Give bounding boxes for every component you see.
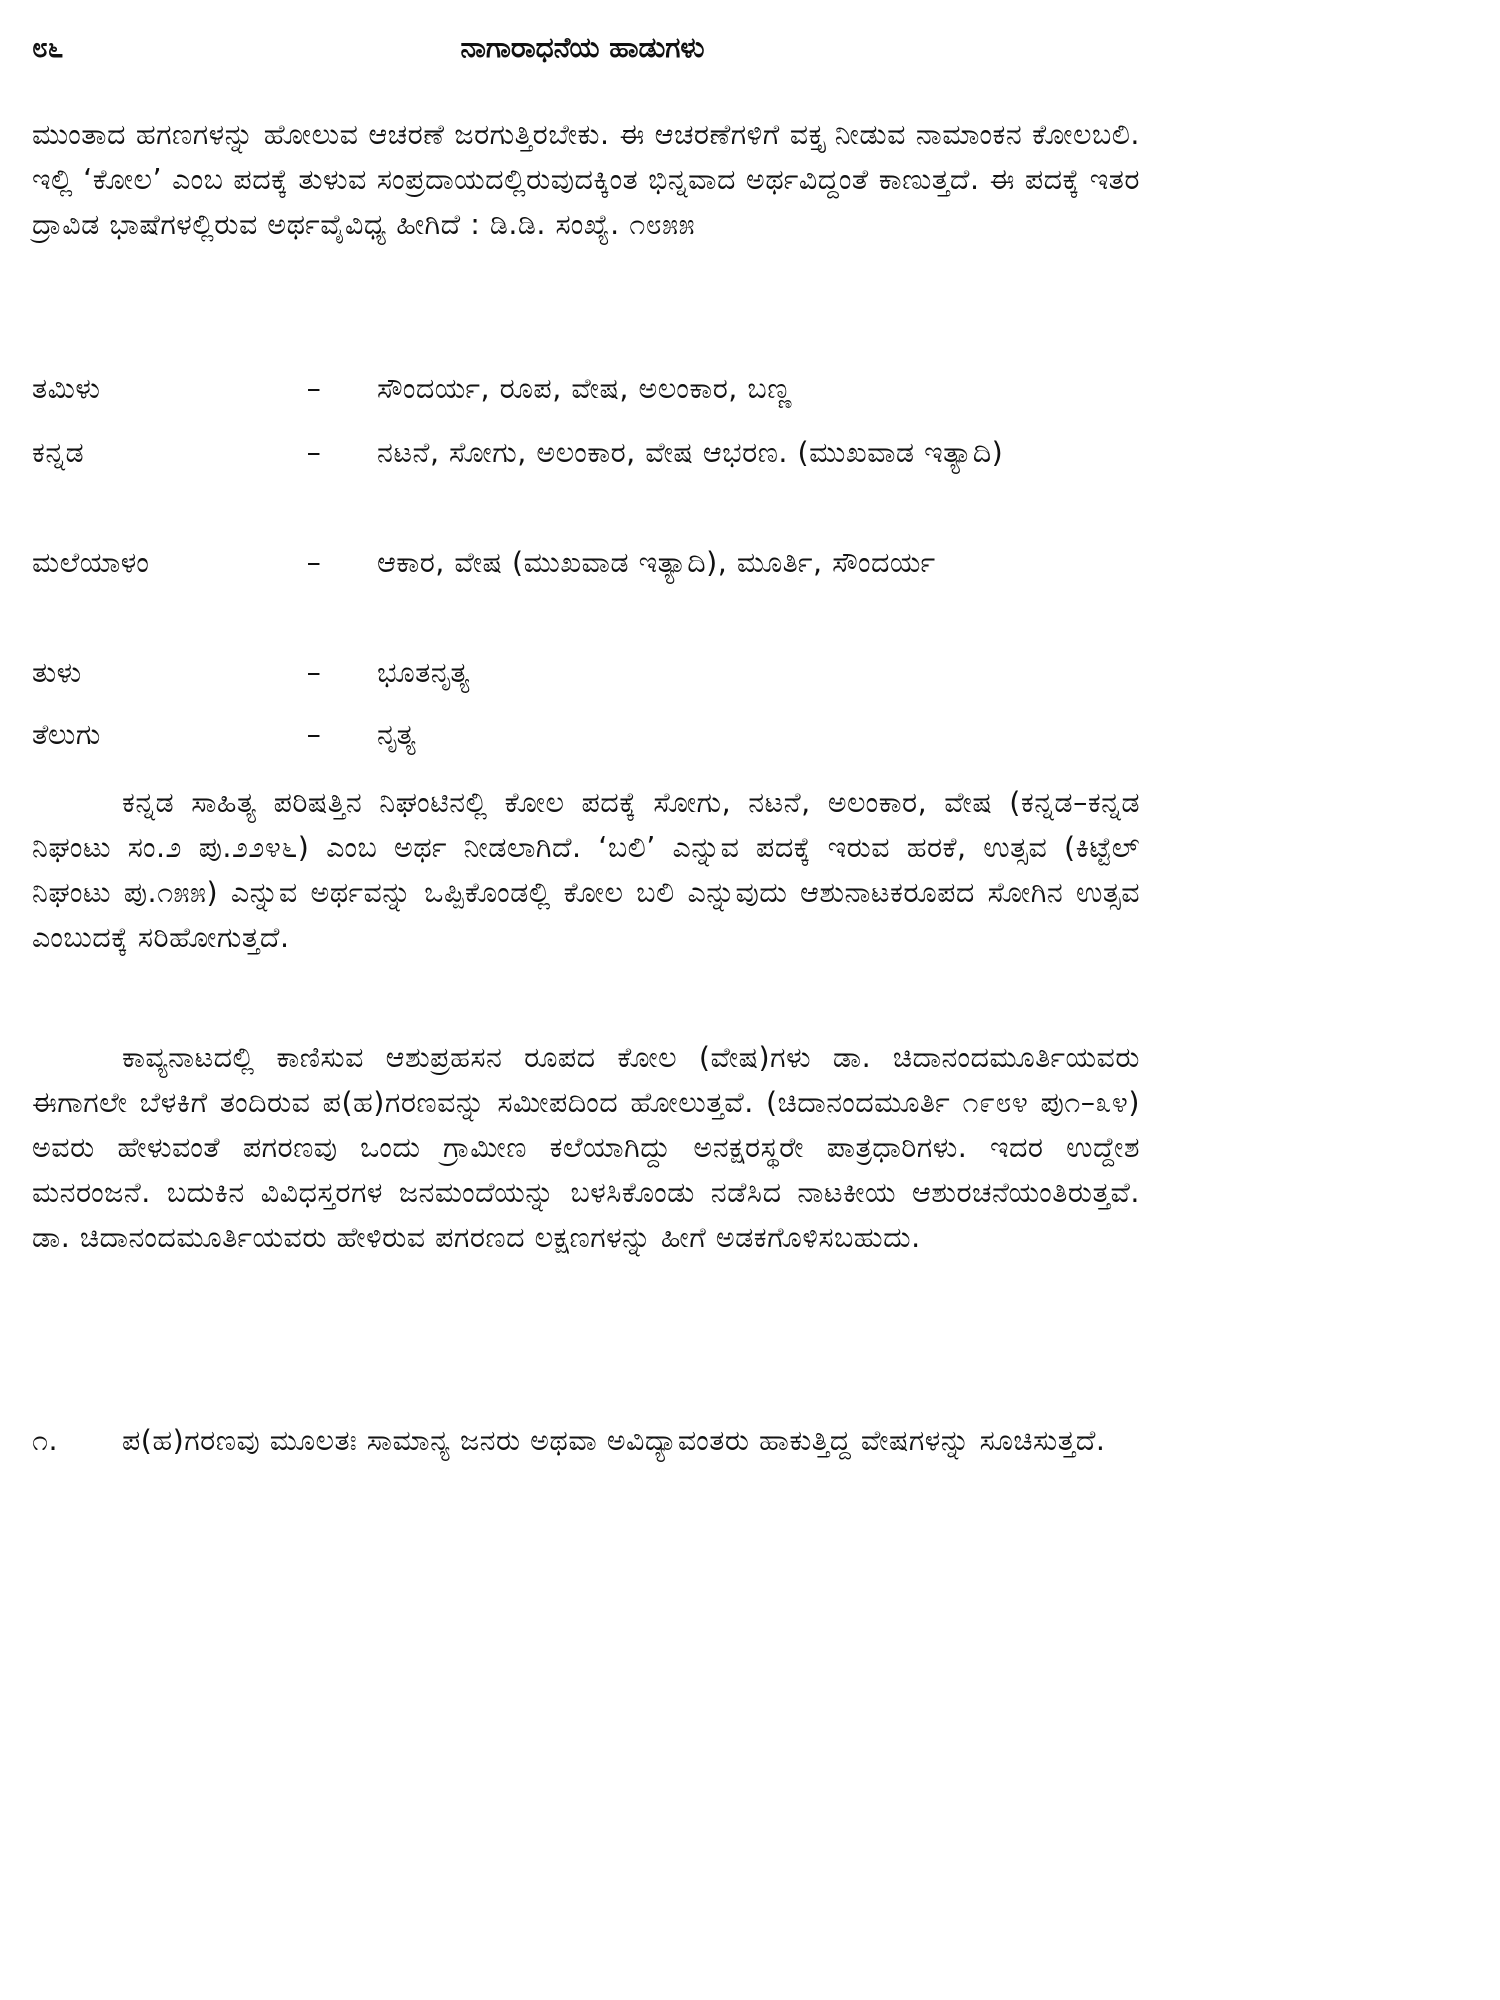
meaning-text: ನೃತ್ಯ <box>377 718 417 751</box>
page-number: ೮೬ <box>32 31 64 64</box>
dash-separator: – <box>306 372 322 405</box>
dash-separator: – <box>306 656 322 689</box>
language-name: ತೆಲುಗು <box>32 718 101 751</box>
paragraph-dictionary: ಕನ್ನಡ ಸಾಹಿತ್ಯ ಪರಿಷತ್ತಿನ ನಿಘಂಟಿನಲ್ಲಿ ಕೋಲ ಪದಕ್ಕೆ ಸೋಗು, ನಟನೆ, ಅಲಂಕಾರ, ವೇಷ (ಕನ್ನಡ–ಕನ್ನಡ ನಿಘಂಟು ಸಂ.೨ ಪು.೨೨೪೬) ಎಂಬ ಅರ್ಥ ನೀಡಲಾಗಿದೆ. ‘ಬಲಿ’ ಎನ್ನುವ ಪದಕ್ಕೆ ಇರುವ ಹರಕೆ, ಉತ್ಸವ (ಕಿಟ್ಟೆಲ್ ನಿಘಂಟು ಪು.೧೫೫) ಎನ್ನುವ ಅರ್ಥವನ್ನು ಒಪ್ಪಿಕೊಂಡಲ್ಲಿ ಕೋಲ ಬಲಿ ಎನ್ನುವುದು ಆಶುನಾಟಕರೂಪದ ಸೋಗಿನ ಉತ್ಸವ ಎಂಬುದಕ್ಕೆ ಸರಿಹೋಗುತ್ತದೆ. <box>32 786 1140 954</box>
meaning-text: ಭೂತನೃತ್ಯ <box>377 656 470 689</box>
dash-separator: – <box>306 436 322 469</box>
meaning-text: ಸೌಂದರ್ಯ, ರೂಪ, ವೇಷ, ಅಲಂಕಾರ, ಬಣ್ಣ <box>377 372 792 405</box>
language-name: ಮಲೆಯಾಳಂ <box>32 546 150 579</box>
meaning-text: ಆಕಾರ, ವೇಷ (ಮುಖವಾಡ ಇತ್ಯಾದಿ), ಮೂರ್ತಿ, ಸೌಂದರ್ಯ <box>377 546 936 579</box>
running-title: ನಾಗಾರಾಧನೆಯ ಹಾಡುಗಳು <box>460 31 705 64</box>
language-name: ತಮಿಳು <box>32 372 101 405</box>
language-name: ಕನ್ನಡ <box>32 436 85 469</box>
list-item-text: ಪ(ಹ)ಗರಣವು ಮೂಲತಃ ಸಾಮಾನ್ಯ ಜನರು ಅಥವಾ ಅವಿದ್ಯಾವಂತರು ಹಾಕುತ್ತಿದ್ದ ವೇಷಗಳನ್ನು ಸೂಚಿಸುತ್ತದೆ. <box>122 1424 1106 1457</box>
meaning-text: ನಟನೆ, ಸೋಗು, ಅಲಂಕಾರ, ವೇಷ ಆಭರಣ. (ಮುಖವಾಡ ಇತ್ಯಾದಿ) <box>377 436 1004 469</box>
paragraph-pagarana: ಕಾವ್ಯನಾಟದಲ್ಲಿ ಕಾಣಿಸುವ ಆಶುಪ್ರಹಸನ ರೂಪದ ಕೋಲ (ವೇಷ)ಗಳು ಡಾ. ಚಿದಾನಂದಮೂರ್ತಿಯವರು ಈಗಾಗಲೇ ಬೆಳಕಿಗೆ ತಂದಿರುವ ಪ(ಹ)ಗರಣವನ್ನು ಸಮೀಪದಿಂದ ಹೋಲುತ್ತವೆ. (ಚಿದಾನಂದಮೂರ್ತಿ ೧೯೮೪ ಪು೧–೩೪) ಅವರು ಹೇಳುವಂತೆ ಪಗರಣವು ಒಂದು ಗ್ರಾಮೀಣ ಕಲೆಯಾಗಿದ್ದು ಅನಕ್ಷರಸ್ಥರೇ ಪಾತ್ರಧಾರಿಗಳು. ಇದರ ಉದ್ದೇಶ ಮನರಂಜನೆ. ಬದುಕಿನ ವಿವಿಧಸ್ತರಗಳ ಜನಮಂದೆಯನ್ನು ಬಳಸಿಕೊಂಡು ನಡೆಸಿದ ನಾಟಕೀಯ ಆಶುರಚನೆಯಂತಿರುತ್ತವೆ. ಡಾ. ಚಿದಾನಂದಮೂರ್ತಿಯವರು ಹೇಳಿರುವ ಪಗರಣದ ಲಕ್ಷಣಗಳನ್ನು ಹೀಗೆ ಅಡಕಗೊಳಿಸಬಹುದು. <box>32 1041 1140 1254</box>
list-number: ೧. <box>32 1424 59 1457</box>
language-name: ತುಳು <box>32 656 82 689</box>
dash-separator: – <box>306 718 322 751</box>
dash-separator: – <box>306 546 322 579</box>
paragraph-intro: ಮುಂತಾದ ಹಗಣಗಳನ್ನು ಹೋಲುವ ಆಚರಣೆ ಜರಗುತ್ತಿರಬೇಕು. ಈ ಆಚರಣೆಗಳಿಗೆ ವಕ್ತೃ ನೀಡುವ ನಾಮಾಂಕನ ಕೋಲಬಲಿ. ಇಲ್ಲಿ ‘ಕೋಲ’ ಎಂಬ ಪದಕ್ಕೆ ತುಳುವ ಸಂಪ್ರದಾಯದಲ್ಲಿರುವುದಕ್ಕಿಂತ ಭಿನ್ನವಾದ ಅರ್ಥವಿದ್ದಂತೆ ಕಾಣುತ್ತದೆ. ಈ ಪದಕ್ಕೆ ಇತರ ದ್ರಾವಿಡ ಭಾಷೆಗಳಲ್ಲಿರುವ ಅರ್ಥವೈವಿಧ್ಯ ಹೀಗಿದೆ : ಡಿ.ಡಿ. ಸಂಖ್ಯೆ. ೧೮೫೫ <box>32 118 1140 241</box>
page-header <box>32 28 1133 68</box>
